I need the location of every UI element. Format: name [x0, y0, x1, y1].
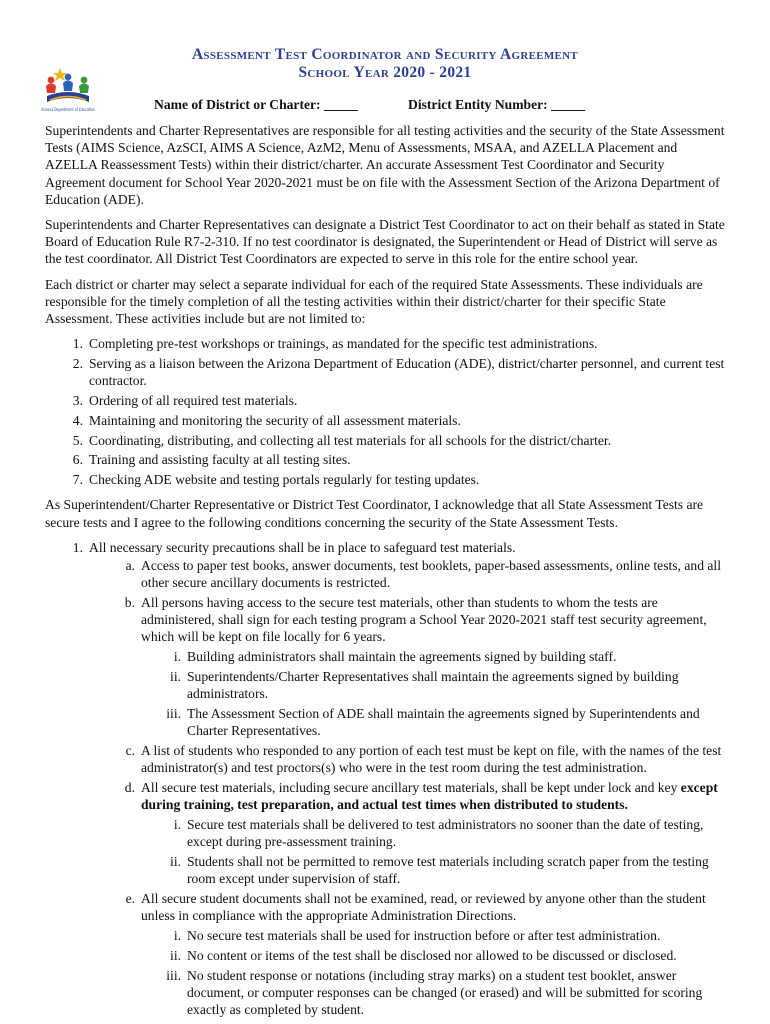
designation-paragraph: Superintendents and Charter Representatives can designate a District Test Coordinator to act on their behalf as stated in State Board of Education Rule R7-2-310. If no test coordinator is designated, the Superintendent or Head of District will serve as the test coordinator. All District Test Coordinators are expected to serve in this role for the entire school year. [45, 217, 725, 267]
logo-text: Arizona Department of Education [41, 108, 117, 113]
list-item: a. Access to paper test books, answer documents, test booklets, paper-based assessments, online tests, and all other secure ancillary documents is restricted. [125, 558, 721, 591]
activities-list [45, 335, 725, 488]
list-item: d. All secure test materials, including secure ancillary test materials, shall be kept under lock and key except during training, test preparation, and actual test times when distributed to students. [124, 780, 718, 813]
list-item: iii. The Assessment Section of ADE shall maintain the agreements signed by Superintendents and Charter Representatives. [166, 706, 700, 739]
sub-conditions-list [95, 557, 725, 1018]
list-item: i. Building administrators shall maintain the agreements signed by building staff. [173, 649, 617, 665]
activities-paragraph: Each district or charter may select a separate individual for each of the required State Assessments. These individuals are responsible for the timely completion of all the testing activities within their district/charter for their specific State Assessment. These activities include but are not limited to: [45, 276, 703, 327]
document-body [45, 122, 725, 1021]
sub-sub-list [144, 648, 725, 739]
document-subtitle: School Year 2020 - 2021 [298, 64, 472, 81]
sub-sub-list [144, 927, 725, 1018]
list-item: 2. Serving as a liaison between the Arizona Department of Education (ADE), district/charter personnel, and current test contractor. [72, 356, 725, 389]
list-item: 7. Checking ADE website and testing portals regularly for testing updates. [72, 472, 480, 488]
intro-paragraph: Superintendents and Charter Representatives are responsible for all testing activities and the security of the State Assessment Tests (AIMS Science, AzSCI, AIMS A Science, AzM2, Menu of Assessments, MSAA, and AZELLA Placement and AZELLA Reassessment Tests) within their district/charter. An accurate Assessment Test Coordinator and Security Agreement document for School Year 2020-2021 must be on file with the Assessment Section of the Arizona Department of Education (ADE). [45, 123, 725, 207]
district-name-field: Name of District or Charter: _____ [154, 97, 358, 112]
agreement-paragraph: As Superintendent/Charter Representative or District Test Coordinator, I acknowledge that all State Assessment Tests are secure tests and I agree to the following conditions concerning the security of the State Assessment Tests. [45, 497, 704, 530]
district-entity-number-field: District Entity Number: _____ [408, 97, 586, 112]
list-item: ii. No content or items of the test shall be disclosed nor allowed to be discussed or disclosed. [170, 947, 677, 963]
list-item: e. All secure student documents shall not be examined, read, or reviewed by anyone other than the student unless in compliance with the appropriate Administration Directions. [125, 891, 706, 924]
bold-emphasis: except during training, test preparation, and actual test times when distributed to students. [141, 780, 718, 813]
list-item: 4. Maintaining and monitoring the security of all assessment materials. [72, 412, 461, 428]
arizona-department-of-education-logo-icon [40, 66, 117, 120]
list-item: 6. Training and assisting faculty at all testing sites. [72, 452, 351, 468]
list-item: iii. No student response or notations (including stray marks) on a student test booklet, answer document, or computer responses can be changed (or erased) and will be submitted for scoring exactly as completed by student. [166, 967, 703, 1018]
list-item: 1. All necessary security precautions shall be in place to safeguard test materials. [72, 539, 516, 555]
list-item: 3. Ordering of all required test materials. [72, 393, 298, 409]
list-item: i. Secure test materials shall be delivered to test administrators no sooner than the date of testing, except during pre-assessment training. [173, 817, 704, 850]
list-item: i. No secure test materials shall be used for instruction before or after test administration. [173, 928, 661, 944]
conditions-list [45, 539, 725, 1018]
document-title: Assessment Test Coordinator and Security Agreement [191, 46, 579, 63]
list-item: ii. Superintendents/Charter Representatives shall maintain the agreements signed by building administrators. [170, 669, 679, 702]
list-item: b. All persons having access to the secure test materials, other than students to whom the tests are administered, shall sign for each testing program a School Year 2020-2021 staff test security agreement, which will be kept on file locally for 6 years. [124, 595, 707, 645]
list-item: c. A list of students who responded to any portion of each test must be kept on file, with the names of the test administrator(s) and test proctors(s) who were in the test room during the test administration. [125, 743, 722, 776]
list-item: ii. Students shall not be permitted to remove test materials including scratch paper from the testing room except under supervision of staff. [170, 854, 709, 887]
sub-sub-list [144, 816, 725, 887]
list-item: 5. Coordinating, distributing, and collecting all test materials for all schools for the district/charter. [72, 432, 612, 448]
list-item: 1. Completing pre-test workshops or trainings, as mandated for the specific test administrations. [72, 336, 598, 352]
